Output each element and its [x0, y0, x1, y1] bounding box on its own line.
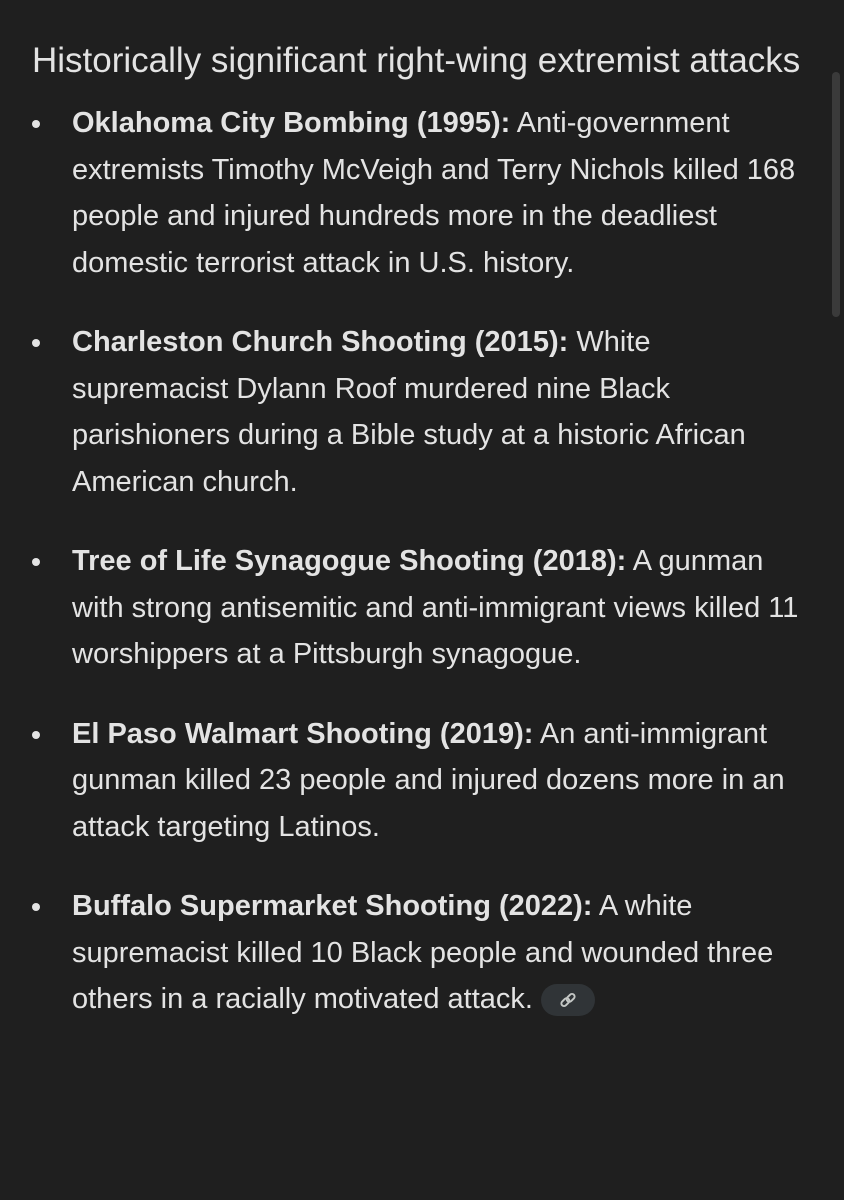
item-title: El Paso Walmart Shooting (2019): [72, 717, 534, 750]
bullet-icon [32, 903, 40, 911]
list-item [32, 538, 812, 678]
item-text: An anti-immigrant gunman killed 23 people and injured dozens more in an attack targeting Latinos. [72, 717, 785, 843]
list-item [32, 883, 812, 1023]
response-content [32, 38, 812, 1056]
bullet-icon [32, 558, 40, 566]
scrollbar-thumb[interactable] [832, 72, 840, 317]
bullet-icon [32, 120, 40, 128]
item-text: A white supremacist killed 10 Black people and wounded three others in a racially motivated attack. [72, 890, 774, 1015]
bullet-icon [32, 339, 40, 347]
item-text: White supremacist Dylann Roof murdered nine Black parishioners during a Bible study at a historic African American church. [72, 326, 746, 498]
section-heading: Historically significant right-wing extremist attacks [32, 41, 801, 80]
bullet-icon [32, 731, 40, 739]
list-item [32, 319, 812, 505]
item-title: Charleston Church Shooting (2015): [72, 326, 569, 358]
list-item [32, 100, 812, 286]
item-title: Tree of Life Synagogue Shooting (2018): [72, 545, 627, 577]
item-text: A gunman with strong antisemitic and anti-immigrant views killed 11 worshippers at a Pittsburgh synagogue. [72, 545, 799, 670]
source-link-button[interactable] [541, 984, 595, 1016]
item-title: Oklahoma City Bombing (1995): [72, 107, 511, 139]
list-item [32, 711, 812, 851]
attacks-list [32, 100, 812, 1023]
item-text: Anti-government extremists Timothy McVeigh and Terry Nichols killed 168 people and injured hundreds more in the deadliest domestic terrorist attack in U.S. history. [72, 107, 796, 279]
item-title: Buffalo Supermarket Shooting (2022): [72, 890, 593, 922]
link-icon [559, 991, 577, 1009]
